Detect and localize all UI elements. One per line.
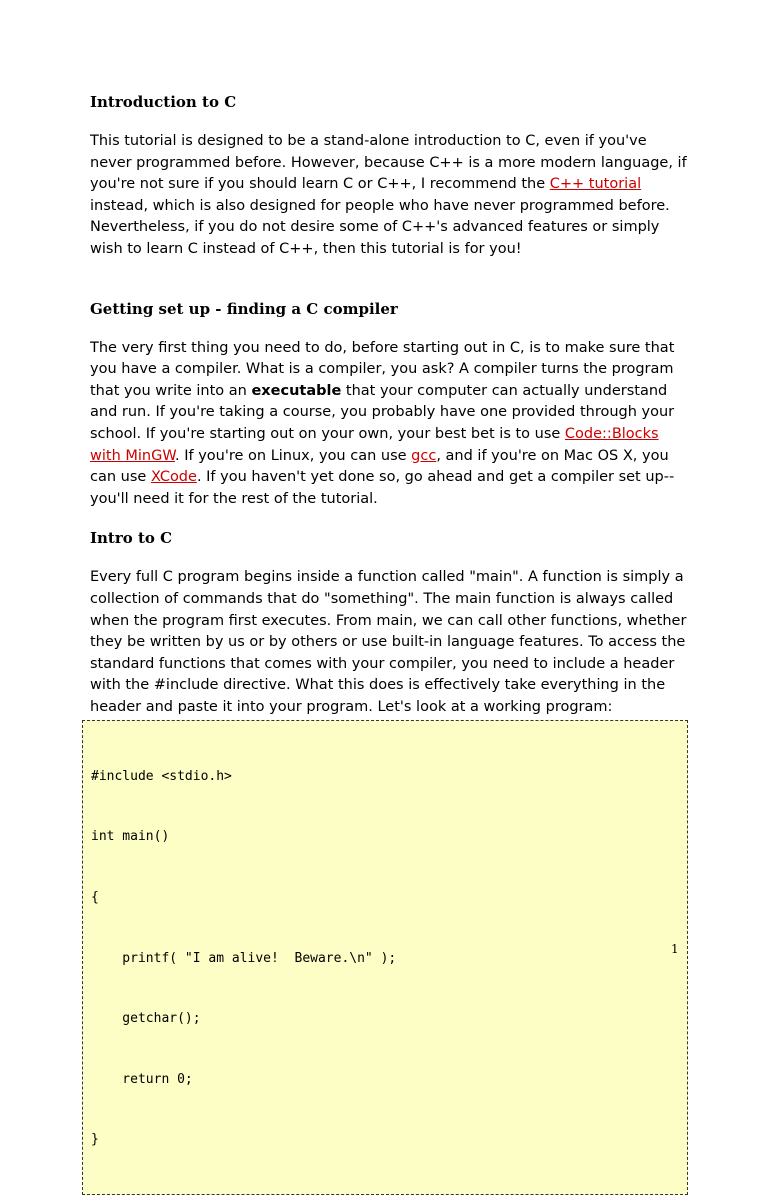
document-body [90, 91, 690, 1195]
code-line: { [91, 890, 99, 906]
code-block [82, 720, 688, 1195]
paragraph-intro-to-c: Every full C program begins inside a function called "main". A function is simply a collection of commands that do "something". The main function is always called when the program first executes. From main, we can call other functions, whether they be written by us or by others or use built-in language features. To access the standard functions that comes with your compiler, you need to include a header with the #include directive. What this does is effectively take everything in the header and paste it into your program. Let's look at a working program: [90, 569, 687, 715]
bold-executable: executable [251, 382, 342, 399]
text-run: instead, which is also designed for people who have never programmed before. Nevertheless, if you do not desire some of C++'s advanced features or simply wish to learn C instead of C++, then this tutorial is for you! [90, 197, 670, 257]
text-run: that your computer can actually understand and run. If you're taking a course, you probably have one provided through your school. If you're starting out on your own, your best bet is to use [90, 382, 675, 442]
code-line: printf( "I am alive! Beware.\n" ); [91, 950, 397, 966]
code-line: getchar(); [91, 1011, 201, 1027]
heading-introduction: Introduction to C [90, 93, 237, 111]
link-codeblocks-mingw[interactable]: Code::Blocks with MinGW [90, 425, 659, 464]
link-gcc[interactable]: gcc [411, 447, 437, 464]
code-line: } [91, 1132, 99, 1148]
code-line: #include <stdio.h> [91, 768, 232, 784]
text-run: The very first thing you need to do, before starting out in C, is to make sure that you have a compiler. What is a compiler, you ask? A compiler turns the program that you write into an [90, 339, 675, 399]
text-run: , and if you're on Mac OS X, you can use [90, 447, 669, 486]
paragraph-introduction [90, 131, 690, 261]
heading-intro-to-c: Intro to C [90, 529, 173, 548]
paragraph-getting-set-up [90, 338, 690, 511]
text-run: . If you're on Linux, you can use [175, 447, 412, 464]
code-line: int main() [91, 829, 170, 845]
link-xcode[interactable]: XCode [150, 469, 197, 486]
heading-getting-set-up: Getting set up - finding a C compiler [90, 299, 398, 318]
page-number: 1 [671, 942, 679, 956]
link-cpp-tutorial[interactable]: C++ tutorial [549, 176, 642, 193]
text-run: This tutorial is designed to be a stand-alone introduction to C, even if you've never programmed before. However, because C++ is a more modern language, if you're not sure if you should learn C or C++, I recommend the [90, 133, 687, 193]
code-line: return 0; [91, 1071, 193, 1087]
text-run: . If you haven't yet done so, go ahead and get a compiler set up--you'll need it for the rest of the tutorial. [90, 469, 675, 507]
